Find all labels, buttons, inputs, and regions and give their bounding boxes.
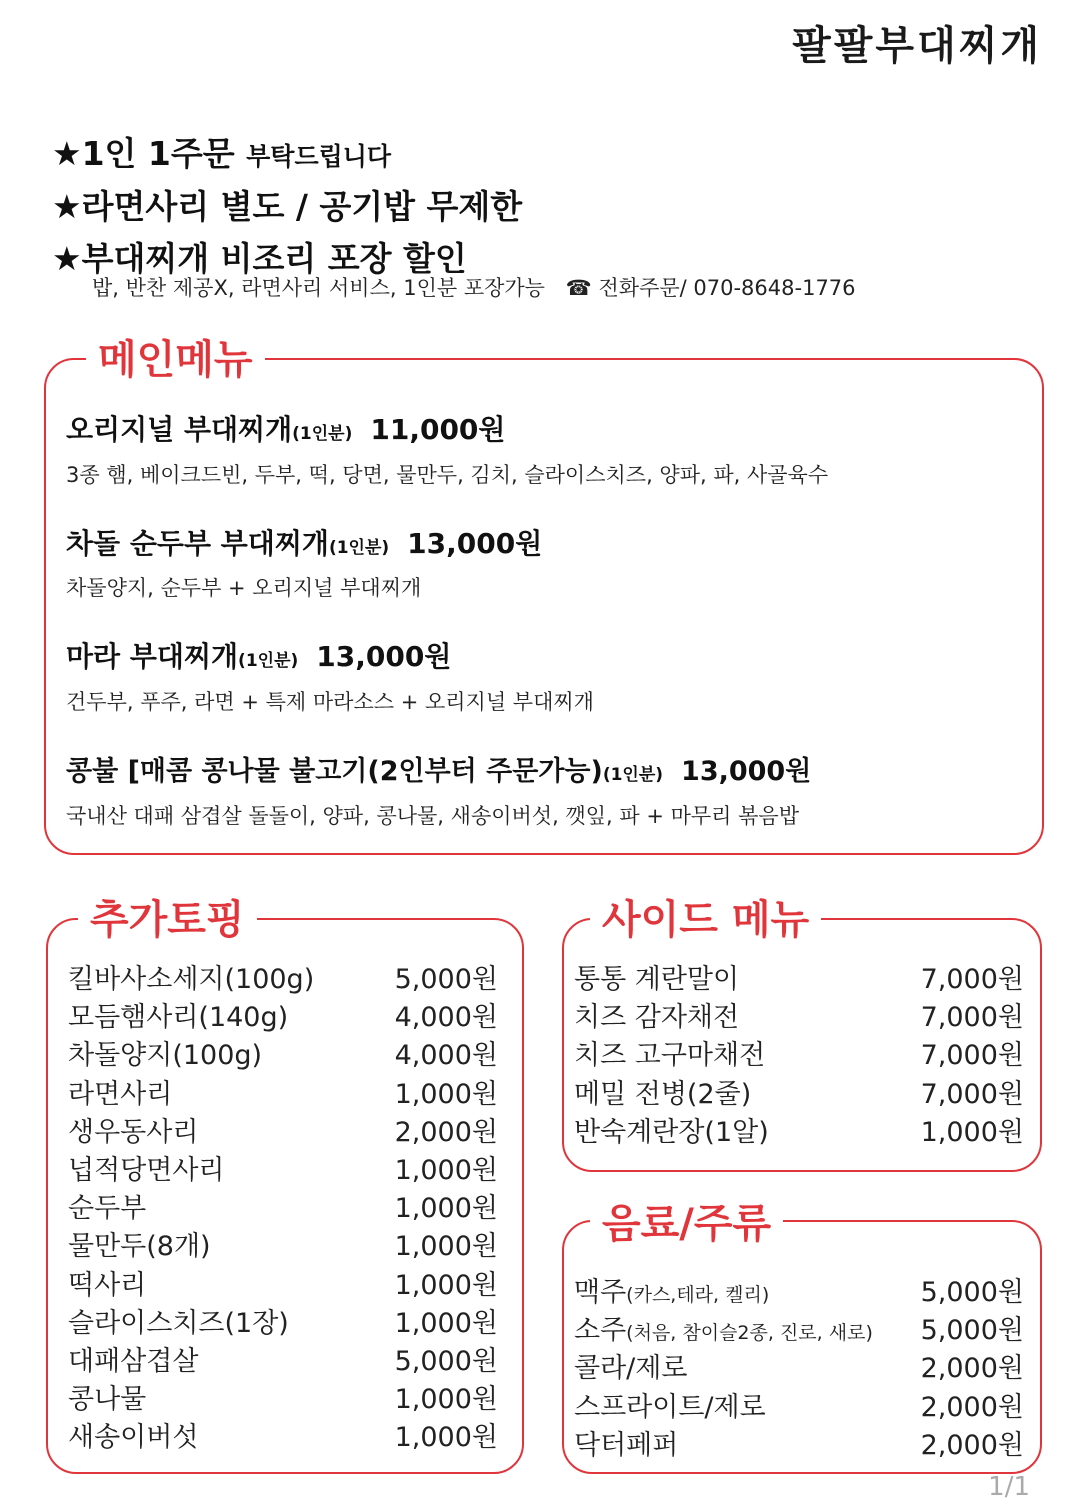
- item-price: 1,000원: [394, 1193, 498, 1225]
- item-price: 1,000원: [394, 1422, 498, 1454]
- topping-title: 추가토핑: [78, 900, 257, 940]
- menu-item-name: 마라 부대찌개: [66, 640, 239, 673]
- main-menu-item: [66, 635, 451, 675]
- item-name: 소주: [574, 1315, 627, 1347]
- takeout-subnote: [92, 272, 856, 302]
- item-price: 7,000원: [920, 964, 1024, 995]
- item-price: 5,000원: [394, 964, 498, 995]
- list-item: [574, 1274, 1024, 1312]
- item-name: 모듬햄사리(140g): [68, 1002, 289, 1034]
- item-name: 넙적당면사리: [68, 1154, 225, 1186]
- menu-item-per: (1인분): [238, 651, 299, 671]
- item-price: 5,000원: [394, 1345, 498, 1377]
- topping-list: [68, 961, 498, 1457]
- side-menu-list: [574, 961, 1024, 1152]
- menu-item-per: (1인분): [292, 424, 353, 444]
- menu-item-name: 오리지널 부대찌개: [66, 413, 293, 446]
- menu-item-price: 13,000원: [407, 527, 543, 560]
- item-price: 1,000원: [394, 1307, 498, 1339]
- phone-order: ☎ 전화주문/ 070-8648-1776: [565, 276, 856, 300]
- item-price: 7,000원: [920, 1078, 1024, 1110]
- item-name: 닥터페퍼: [574, 1429, 679, 1461]
- item-name: 순두부: [68, 1193, 147, 1225]
- brand-title: 팔팔부대찌개: [792, 23, 1042, 69]
- list-item: [68, 1152, 498, 1190]
- item-price: 5,000원: [920, 1315, 1024, 1347]
- item-name: 치즈 고구마채전: [574, 1040, 766, 1072]
- item-name: 스프라이트/제로: [574, 1391, 766, 1423]
- main-menu-title: 메인메뉴: [86, 340, 265, 380]
- item-price: 2,000원: [920, 1429, 1024, 1461]
- item-name: 물만두(8개): [68, 1231, 211, 1263]
- notice-ramen-rice: ★라면사리 별도 / 공기밥 무제한: [52, 187, 523, 226]
- list-item: [68, 1267, 498, 1305]
- item-name: 맥주: [574, 1277, 627, 1308]
- notice-one-order-small: 부탁드립니다: [246, 142, 392, 171]
- list-item: [68, 1076, 498, 1114]
- menu-item-price: 11,000원: [370, 413, 506, 446]
- item-price: 4,000원: [394, 1002, 498, 1034]
- main-menu-item: [66, 749, 811, 788]
- page-indicator: 1/1: [988, 1472, 1030, 1502]
- item-name: 새송이버섯: [68, 1422, 199, 1454]
- list-item: [68, 1305, 498, 1343]
- item-price: 7,000원: [920, 1040, 1024, 1072]
- item-price: 1,000원: [920, 1116, 1024, 1148]
- list-item: [68, 1381, 498, 1419]
- item-name: 대패삼겹살: [68, 1345, 199, 1377]
- item-name: 생우동사리: [68, 1116, 199, 1148]
- list-item: [574, 1114, 1024, 1152]
- item-price: 5,000원: [920, 1277, 1024, 1308]
- item-name: 킬바사소세지(100g): [68, 964, 315, 995]
- list-item: [574, 1076, 1024, 1114]
- notice-takeout-discount: ★부대찌개 비조리 포장 할인: [52, 239, 467, 278]
- item-price: 2,000원: [920, 1353, 1024, 1385]
- menu-item-desc: 건두부, 푸주, 라면 + 특제 마라소스 + 오리지널 부대찌개: [66, 690, 594, 714]
- main-menu-item: [66, 522, 542, 562]
- list-item: [68, 1114, 498, 1152]
- menu-item-desc: 차돌양지, 순두부 + 오리지널 부대찌개: [66, 576, 422, 600]
- list-item: [68, 1228, 498, 1266]
- item-name: 통통 계란말이: [574, 964, 740, 995]
- item-name: 콩나물: [68, 1384, 147, 1416]
- list-item: [68, 1343, 498, 1381]
- list-item: [68, 961, 498, 999]
- drinks-title: 음료/주류: [590, 1204, 783, 1244]
- notice-one-order-main: ★1인 1주문: [52, 134, 235, 173]
- item-price: 1,000원: [394, 1269, 498, 1301]
- item-price: 1,000원: [394, 1384, 498, 1416]
- menu-item-per: (1인분): [602, 765, 664, 785]
- list-item: [574, 1389, 1024, 1427]
- item-price: 1,000원: [394, 1154, 498, 1186]
- item-name: 치즈 감자채전: [574, 1002, 740, 1034]
- item-name: 메밀 전병(2줄): [574, 1078, 752, 1110]
- item-price: 7,000원: [920, 1002, 1024, 1034]
- item-price: 2,000원: [394, 1116, 498, 1148]
- list-item: [574, 1427, 1024, 1465]
- list-item: [68, 999, 498, 1037]
- item-name: 차돌양지(100g): [68, 1040, 263, 1072]
- drinks-list: [574, 1274, 1024, 1465]
- item-name: 라면사리: [68, 1078, 173, 1110]
- list-item: [68, 1190, 498, 1228]
- menu-item-price: 13,000원: [316, 640, 452, 673]
- menu-item-name: 콩불 [매콤 콩나물 불고기(2인부터 주문가능): [66, 756, 603, 787]
- list-item: [68, 1037, 498, 1075]
- item-note: (처음, 참이슬2종, 진로, 새로): [626, 1322, 873, 1345]
- list-item: [574, 961, 1024, 999]
- takeout-subnote-text: 밥, 반찬 제공X, 라면사리 서비스, 1인분 포장가능: [92, 276, 545, 300]
- list-item: [574, 1350, 1024, 1388]
- list-item: [574, 1312, 1024, 1350]
- item-note: (카스,테라, 켈리): [626, 1284, 770, 1306]
- main-menu-item: [66, 408, 505, 448]
- item-price: 4,000원: [394, 1040, 498, 1072]
- item-name: 떡사리: [68, 1269, 147, 1301]
- menu-item-name: 차돌 순두부 부대찌개: [66, 527, 329, 560]
- menu-item-desc: 3종 햄, 베이크드빈, 두부, 떡, 당면, 물만두, 김치, 슬라이스치즈, 양파, 파, 사골육수: [66, 463, 829, 487]
- menu-item-per: (1인분): [328, 538, 390, 558]
- list-item: [574, 999, 1024, 1037]
- notice-one-order: [52, 128, 391, 175]
- list-item: [574, 1037, 1024, 1075]
- item-price: 1,000원: [394, 1231, 498, 1263]
- item-price: 2,000원: [920, 1391, 1024, 1423]
- item-name: 반숙계란장(1알): [574, 1116, 769, 1148]
- item-name: 콜라/제로: [574, 1353, 688, 1385]
- item-price: 1,000원: [394, 1078, 498, 1110]
- side-menu-title: 사이드 메뉴: [590, 900, 821, 940]
- menu-item-price: 13,000원: [681, 756, 812, 787]
- menu-item-desc: 국내산 대패 삼겹살 돌돌이, 양파, 콩나물, 새송이버섯, 깻잎, 파 + 마무리 볶음밥: [66, 804, 799, 828]
- item-name: 슬라이스치즈(1장): [68, 1307, 289, 1339]
- list-item: [68, 1419, 498, 1457]
